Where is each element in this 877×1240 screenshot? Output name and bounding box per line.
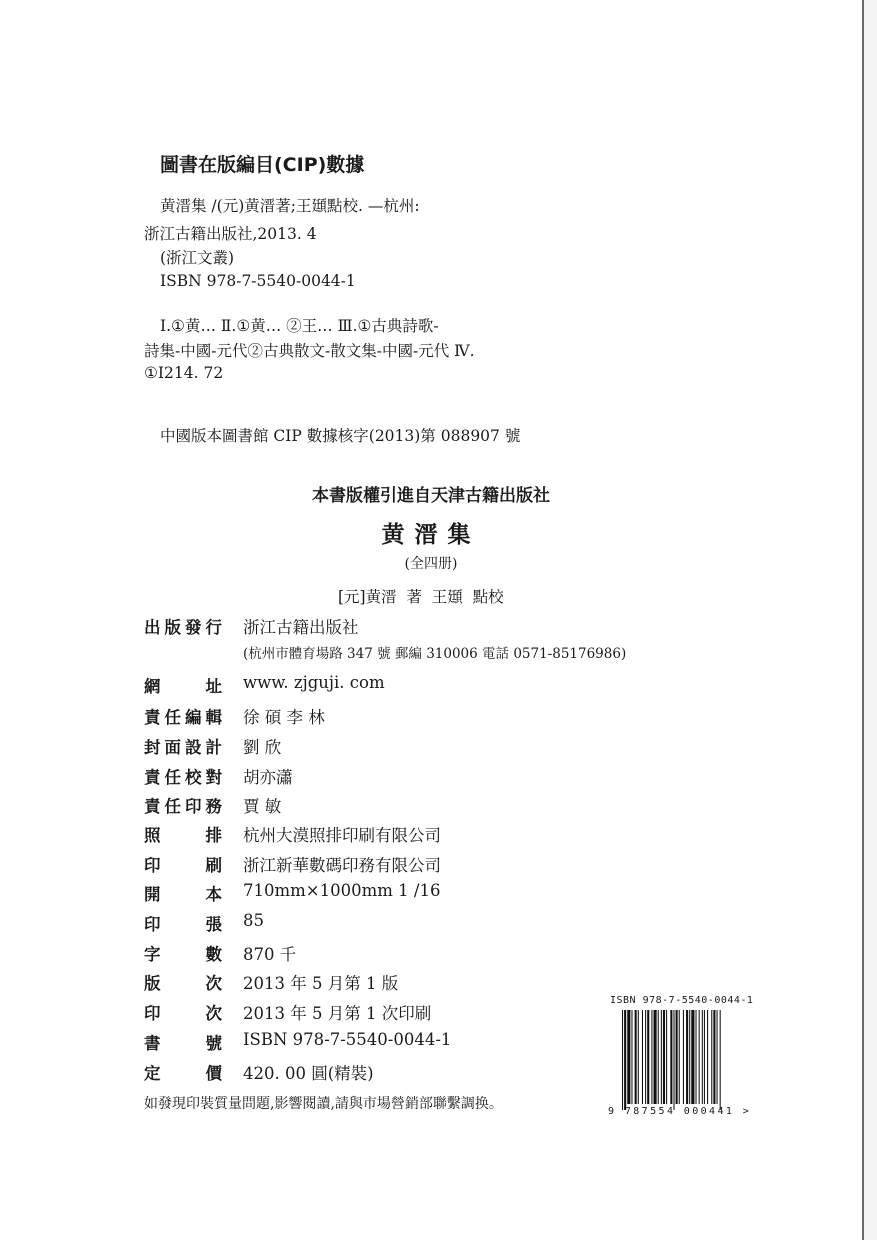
barcode-bar xyxy=(654,1010,657,1104)
barcode-bar xyxy=(696,1010,697,1104)
barcode-bar xyxy=(720,1010,721,1110)
detail-label: 責任校對 xyxy=(144,768,222,787)
detail-label: 定價 xyxy=(144,1064,222,1083)
detail-label: 封面設計 xyxy=(144,738,222,757)
detail-value: 徐 碩 李 林 xyxy=(243,708,325,727)
barcode-bar xyxy=(673,1010,674,1110)
detail-label: 印張 xyxy=(144,915,222,934)
isbn-barcode xyxy=(620,1010,758,1113)
barcode-bar xyxy=(689,1010,690,1104)
book-authors: [元]黄溍 著 王頲 點校 xyxy=(338,588,504,606)
cip-class-line-2: 詩集-中國-元代②古典散文-散文集-中國-元代 Ⅳ. xyxy=(144,342,475,360)
detail-value: ISBN 978-7-5540-0044-1 xyxy=(243,1030,452,1049)
detail-value: www. zjguji. com xyxy=(243,673,385,692)
cip-record-number: 中國版本圖書館 CIP 數據核字(2013)第 088907 號 xyxy=(160,427,521,445)
barcode-bar xyxy=(707,1010,708,1104)
detail-value: 420. 00 圓(精裝) xyxy=(243,1064,374,1083)
barcode-bar xyxy=(638,1010,639,1104)
barcode-isbn-text: ISBN 978-7-5540-0044-1 xyxy=(610,995,754,1006)
barcode-bar xyxy=(663,1010,665,1104)
barcode-bar xyxy=(711,1010,712,1104)
detail-value: 杭州大漠照排印刷有限公司 xyxy=(243,826,441,845)
book-title: 黄溍集 xyxy=(381,521,481,548)
barcode-bar xyxy=(686,1010,688,1104)
publisher-address: (杭州市體育場路 347 號 郵編 310006 電話 0571-85176986) xyxy=(243,646,627,662)
detail-label: 照排 xyxy=(144,826,222,845)
cip-class-line-1: Ⅰ.①黄… Ⅱ.①黄… ②王… Ⅲ.①古典詩歌- xyxy=(160,317,439,335)
barcode-bar xyxy=(702,1010,703,1104)
volume-count: (全四册) xyxy=(404,556,458,572)
barcode-bar xyxy=(631,1010,632,1104)
barcode-bar xyxy=(676,1010,678,1104)
detail-label: 責任編輯 xyxy=(144,708,222,727)
detail-label: 開本 xyxy=(144,885,222,904)
barcode-bar xyxy=(717,1010,718,1104)
barcode-bar xyxy=(670,1010,672,1104)
barcode-bar xyxy=(658,1010,659,1104)
detail-value: 710mm×1000mm 1 /16 xyxy=(243,881,441,900)
detail-value: 870 千 xyxy=(243,945,297,964)
barcode-bar xyxy=(627,1010,630,1104)
copyright-note: 本書版權引進自天津古籍出版社 xyxy=(312,486,550,506)
detail-value: 胡亦瀟 xyxy=(243,768,293,787)
barcode-bar xyxy=(645,1010,646,1104)
detail-label: 印刷 xyxy=(144,856,222,875)
detail-label: 責任印務 xyxy=(144,797,222,816)
barcode-bar xyxy=(622,1010,623,1110)
cip-catalog-line-2: 浙江古籍出版社,2013. 4 xyxy=(144,225,317,243)
detail-value: 賈 敏 xyxy=(243,797,282,816)
detail-label: 網址 xyxy=(144,677,222,696)
barcode-bar xyxy=(647,1010,649,1104)
barcode-bar xyxy=(691,1010,694,1104)
barcode-bar xyxy=(642,1010,643,1104)
barcode-bar xyxy=(635,1010,637,1104)
barcode-digits: 9 787554 000441 > xyxy=(608,1106,752,1117)
detail-value: 2013 年 5 月第 1 版 xyxy=(243,974,399,993)
page-edge-shadow xyxy=(864,0,877,1240)
detail-label: 出版發行 xyxy=(144,618,222,637)
detail-label: 印次 xyxy=(144,1004,222,1023)
detail-label: 版次 xyxy=(144,974,222,993)
cip-series: (浙江文叢) xyxy=(160,249,235,267)
barcode-bar xyxy=(624,1010,626,1110)
cip-catalog-line-1: 黄溍集 /(元)黄溍著;王頲點校. —杭州: xyxy=(160,197,420,215)
quality-note: 如發現印裝質量問題,影響閱讀,請與市場營銷部聯繫調换。 xyxy=(144,1096,503,1112)
detail-label: 書號 xyxy=(144,1034,222,1053)
barcode-bar xyxy=(699,1010,700,1104)
detail-value: 浙江古籍出版社 xyxy=(243,618,359,637)
detail-label: 字數 xyxy=(144,945,222,964)
cip-heading: 圖書在版編目(CIP)數據 xyxy=(160,154,365,176)
barcode-bar xyxy=(651,1010,652,1104)
detail-value: 2013 年 5 月第 1 次印刷 xyxy=(243,1004,432,1023)
barcode-bar xyxy=(683,1010,684,1104)
barcode-bar xyxy=(661,1010,662,1104)
detail-value: 85 xyxy=(243,911,264,930)
barcode-bar xyxy=(713,1010,715,1104)
barcode-bar xyxy=(679,1010,680,1104)
cip-class-line-3: ①I214. 72 xyxy=(144,364,224,382)
barcode-bar xyxy=(704,1010,705,1104)
detail-value: 劉 欣 xyxy=(243,738,282,757)
cip-isbn: ISBN 978-7-5540-0044-1 xyxy=(160,272,356,290)
barcode-bar xyxy=(666,1010,667,1104)
detail-value: 浙江新華數碼印務有限公司 xyxy=(243,856,441,875)
